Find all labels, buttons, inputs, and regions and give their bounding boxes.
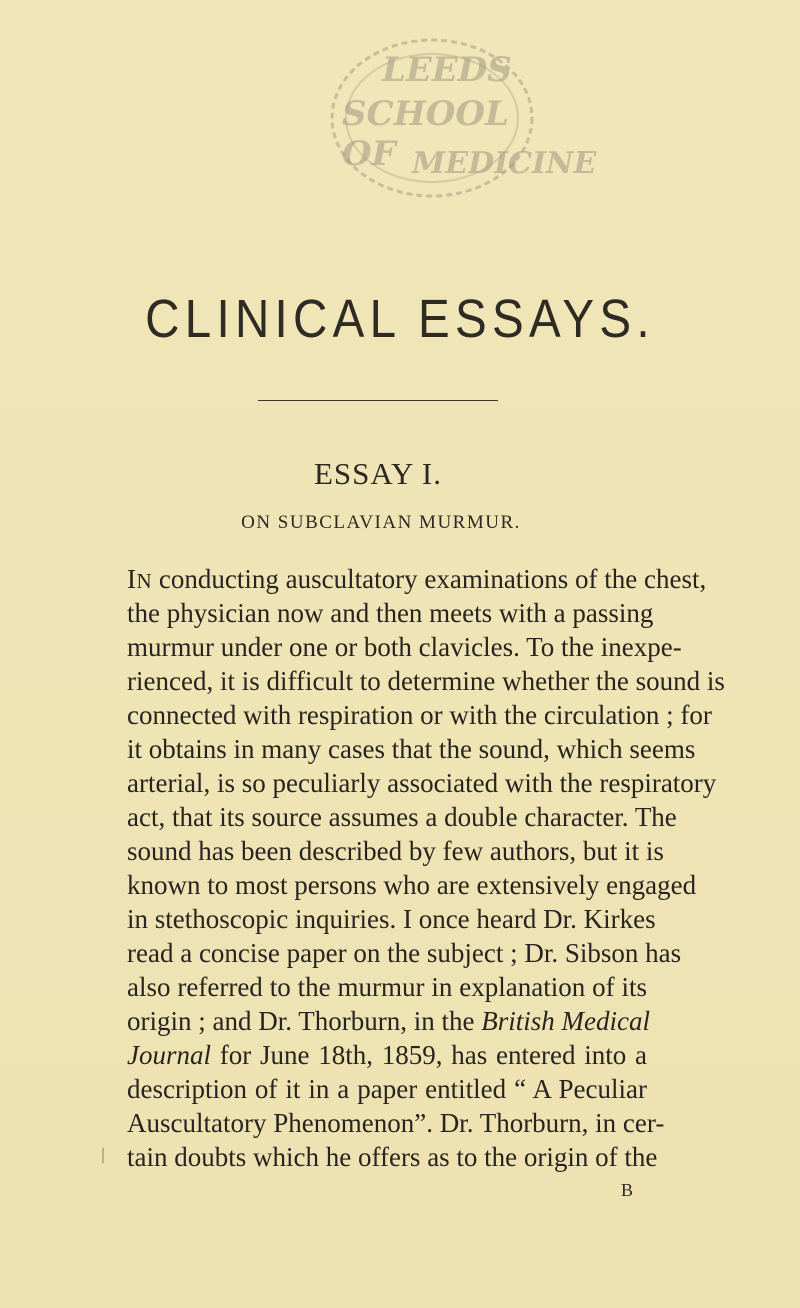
- body-line-1: [127, 562, 707, 598]
- essay-subject: ON SUBCLAVIAN MURMUR.: [241, 512, 521, 533]
- stamp-bottom-text: MEDICINE: [412, 146, 597, 181]
- initial-smallcap: N: [136, 569, 153, 593]
- body-line-13: also referred to the murmur in explanation of its: [127, 972, 647, 1002]
- pencil-margin-mark: ⁄: [96, 1146, 111, 1167]
- body-line-3: murmur under one or both clavicles. To the inexpe-: [127, 632, 682, 662]
- title-rule: [258, 400, 498, 401]
- body-line-12: read a concise paper on the subject ; Dr. Sibson has: [127, 938, 682, 968]
- body-line-18: tain doubts which he offers as to the origin of the: [127, 1142, 658, 1172]
- signature-mark: B: [621, 1180, 634, 1200]
- body-line-14-text: origin ; and Dr. Thorburn, in the: [127, 1006, 482, 1036]
- book-title: CLINICAL ESSAYS.: [145, 289, 655, 349]
- initial-capital: I: [127, 564, 137, 594]
- body-line-1-text: conducting auscultatory examinations of the chest,: [152, 564, 707, 594]
- body-line-15-text: for June 18th, 1859, has entered into a: [211, 1040, 647, 1070]
- body-line-17: Auscultatory Phenomenon”. Dr. Thorburn, in cer-: [127, 1108, 665, 1138]
- body-line-10: known to most persons who are extensively engaged: [127, 870, 697, 900]
- journal-title-part-1: British Medical: [481, 1006, 650, 1036]
- body-line-16: description of it in a paper entitled “ A Peculiar: [127, 1074, 647, 1104]
- body-line-6: it obtains in many cases that the sound, which seems: [127, 734, 696, 764]
- stamp-middle-text: SCHOOL OF: [342, 94, 509, 174]
- body-line-11: in stethoscopic inquiries. I once heard Dr. Kirkes: [127, 904, 656, 934]
- essay-number: ESSAY I.: [313, 456, 443, 491]
- body-line-7: arterial, is so peculiarly associated with the respiratory: [127, 768, 717, 798]
- body-line-2: the physician now and then meets with a passing: [127, 598, 654, 628]
- body-line-5: connected with respiration or with the circulation ; for: [127, 700, 712, 730]
- body-line-8: act, that its source assumes a double character. The: [127, 802, 677, 832]
- body-line-9: sound has been described by few authors, but it is: [127, 836, 664, 866]
- library-stamp-text: [320, 28, 597, 208]
- body-line-4: rienced, it is difficult to determine whether the sound is: [127, 666, 725, 696]
- journal-title-part-2: Journal: [127, 1040, 211, 1070]
- stamp-top-text: LEEDS: [382, 50, 512, 90]
- body-line-15: [127, 1038, 647, 1072]
- body-line-14: [127, 1004, 650, 1038]
- drop-initial: [127, 564, 152, 594]
